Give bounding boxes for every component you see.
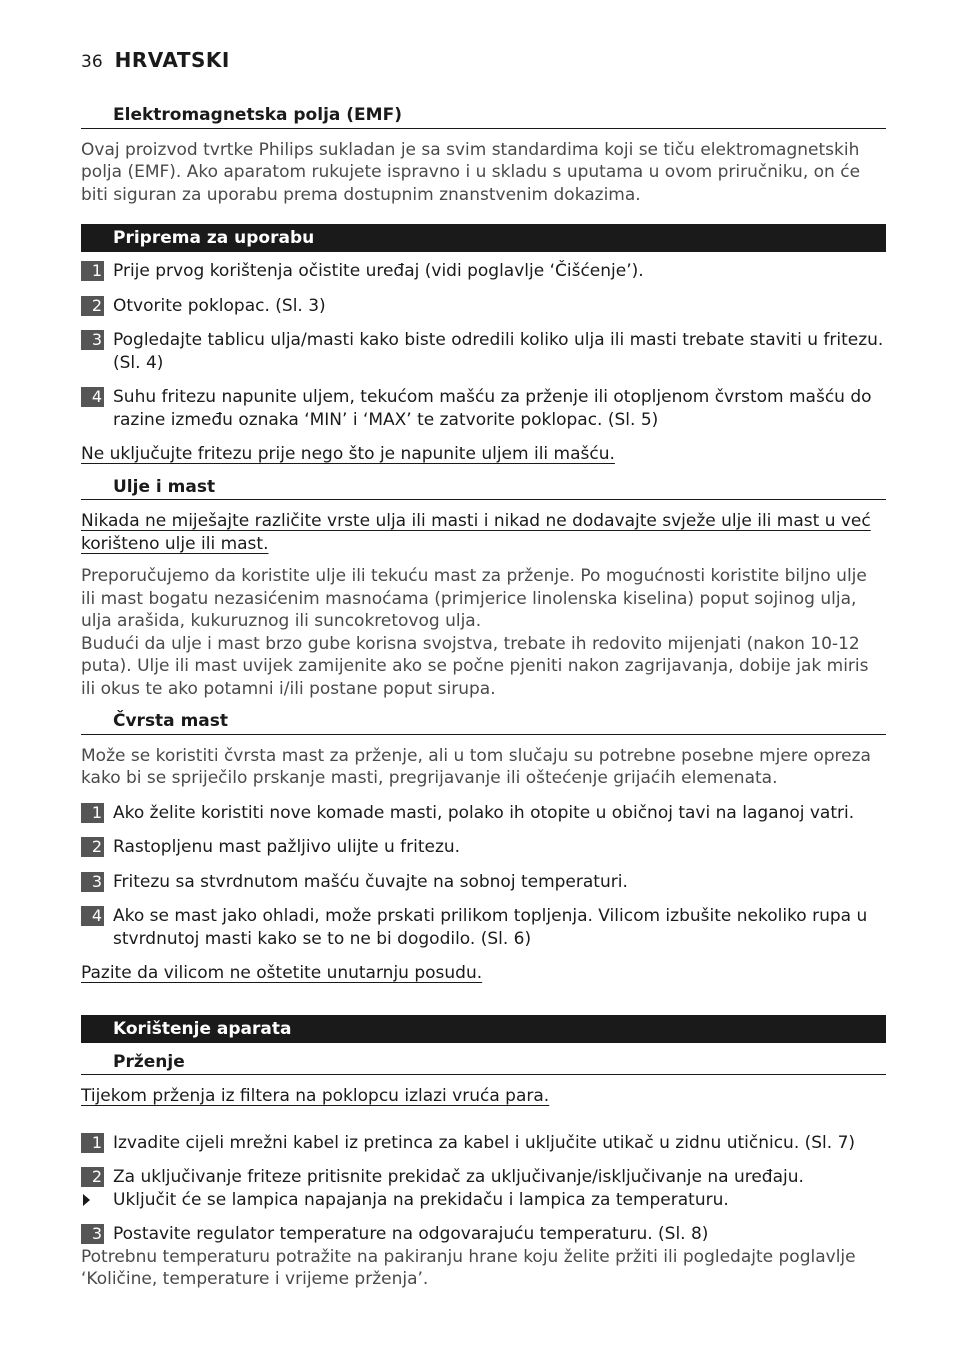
step-text: Fritezu sa stvrdnutom mašću čuvajte na sobnoj temperaturi. (113, 871, 628, 892)
emf-heading: Elektromagnetska polja (EMF) (81, 104, 886, 129)
step-text: Pogledajte tablicu ulja/masti kako biste odredili koliko ulja ili masti trebate staviti u fritezu. (Sl. 4) (113, 330, 884, 373)
koristenje-heading: Korištenje aparata (81, 1015, 886, 1043)
step-number: 3 (81, 1224, 104, 1244)
step-text: Postavite regulator temperature na odgovarajuću temperaturu. (Sl. 8) (113, 1224, 709, 1244)
step-text: Ako se mast jako ohladi, može prskati prilikom topljenja. Vilicom izbušite nekoliko rupa u stvrdnutoj masti kako se to ne bi dogodilo. (Sl. 6) (113, 906, 868, 949)
priprema-step (81, 329, 886, 374)
ulje-warning: Nikada ne miješajte različite vrste ulja ili masti i nikad ne dodavajte svježe ulje ili mast u već korišteno ulje ili mast. (81, 511, 871, 554)
emf-text: Ovaj proizvod tvrtke Philips sukladan je sa svim standardima koji se tiču elektromagnetskih polja (EMF). Ako aparatom rukujete ispravno i u skladu s uputama u ovom priručniku, on će biti siguran za uporabu prema dostupnim znanstvenim dokazima. (81, 139, 861, 205)
step-number: 4 (81, 906, 104, 926)
cvrsta-text: Može se koristiti čvrsta mast za prženje, ali u tom slučaju su potrebne posebne mjere opreza kako bi se spriječilo prskanje masti, pregrijavanje ili oštećenje grijaćih elemenata. (81, 745, 871, 788)
step-number: 3 (81, 330, 104, 350)
step-number: 2 (81, 837, 104, 857)
cvrsta-step (81, 802, 886, 825)
priprema-heading: Priprema za uporabu (81, 224, 886, 252)
step-number: 1 (81, 261, 104, 281)
step-number: 4 (81, 387, 104, 407)
przenje-warning: Tijekom prženja iz filtera na poklopcu izlazi vruća para. (81, 1086, 550, 1106)
step-number: 2 (81, 1167, 104, 1187)
przenje-step (81, 1223, 886, 1246)
step-text: Za uključivanje friteze pritisnite prekidač za uključivanje/isključivanje na uređaju. (113, 1167, 804, 1187)
cvrsta-step (81, 871, 886, 894)
step-text: Prije prvog korištenja očistite uređaj (vidi poglavlje ‘Čišćenje’). (113, 261, 644, 281)
page-content (81, 104, 886, 1291)
page-header (81, 48, 230, 72)
step-text: Suhu fritezu napunite uljem, tekućom mašću za prženje ili otopljenom čvrstom mašću do razine između oznaka ‘MIN’ i ‘MAX’ te zatvorite poklopac. (Sl. 5) (113, 387, 872, 430)
step-text: Izvadite cijeli mrežni kabel iz pretinca za kabel i uključite utikač u zidnu utičnicu. (Sl. 7) (113, 1132, 856, 1153)
przenje-heading: Prženje (81, 1051, 886, 1076)
przenje-step (81, 1166, 886, 1189)
page-number: 36 (81, 52, 103, 72)
priprema-step (81, 295, 886, 318)
ulje-text: Preporučujemo da koristite ulje ili tekuću mast za prženje. Po mogućnosti koristite biljno ulje ili mast bogatu nezasićenim masnoćama (primjerice linolenska kiselina) poput sojinog ulja, ulja arašida, kukuruznog ili suncokretovog ulja. (81, 566, 867, 631)
ulje-heading: Ulje i mast (81, 476, 886, 501)
step-number: 2 (81, 296, 104, 316)
result-bullet (81, 1189, 886, 1212)
priprema-step (81, 386, 886, 431)
cvrsta-heading: Čvrsta mast (81, 710, 886, 735)
step-number: 1 (81, 803, 104, 823)
step-number: 1 (81, 1133, 104, 1153)
step-text: Ako želite koristiti nove komade masti, polako ih otopite u običnoj tavi na laganoj vatri. (113, 802, 855, 823)
step-text: Otvorite poklopac. (Sl. 3) (113, 295, 326, 316)
przenje-note: Potrebnu temperaturu potražite na pakiranju hrane koju želite pržiti ili pogledajte poglavlje ‘Količine, temperature i vrijeme prženja’. (81, 1246, 856, 1289)
priprema-step (81, 260, 886, 283)
priprema-warning: Ne uključujte fritezu prije nego što je napunite uljem ili mašću. (81, 444, 615, 464)
przenje-step (81, 1132, 886, 1155)
cvrsta-warning: Pazite da vilicom ne oštetite unutarnju posudu. (81, 963, 483, 983)
step-number: 3 (81, 872, 104, 892)
ulje-text-2: Budući da ulje i mast brzo gube korisna svojstva, trebate ih redovito mijenjati (nakon 10-12 puta). Ulje ili mast uvijek zamijenite ako se počne pjeniti nakon zagrijavanja, dobije jak miris ili okus te ako potamni i/ili postane poput sirupa. (81, 633, 869, 699)
arrow-bullet-icon (83, 1194, 90, 1206)
cvrsta-step (81, 905, 886, 950)
bullet-text: Uključit će se lampica napajanja na prekidaču i lampica za temperaturu. (113, 1189, 729, 1210)
step-text: Rastopljenu mast pažljivo ulijte u fritezu. (113, 837, 461, 857)
cvrsta-step (81, 836, 886, 859)
language-title: HRVATSKI (114, 48, 230, 72)
